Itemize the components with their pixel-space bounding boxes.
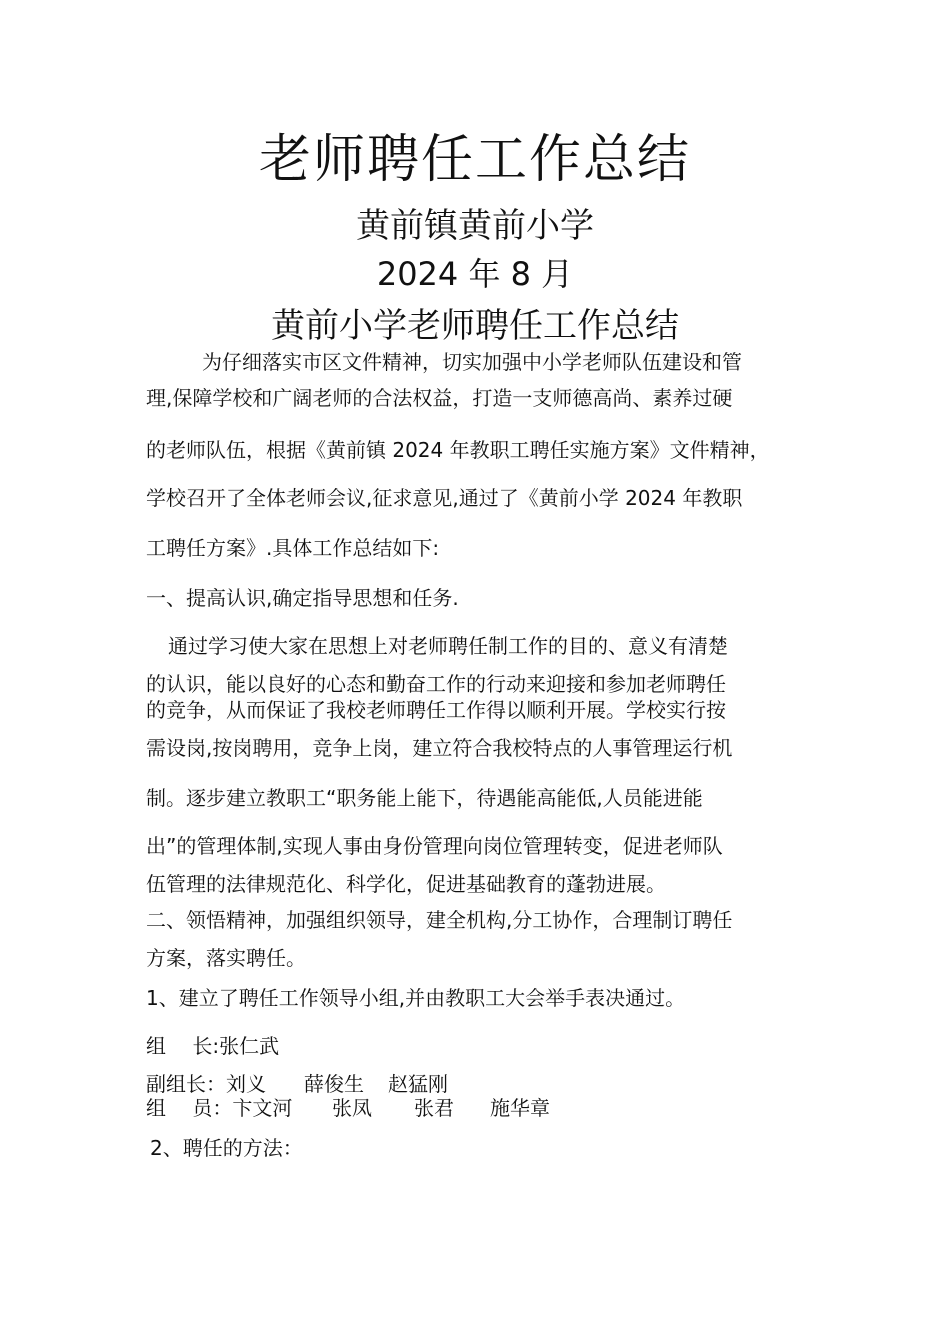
document-title: 老师聘任工作总结 [258, 130, 691, 190]
paragraph-line: 的认识，能以良好的心态和勤奋工作的行动来迎接和参加老师聘任 [146, 672, 726, 696]
paragraph-line: 的竞争，从而保证了我校老师聘任工作得以顺利开展。学校实行按 [146, 698, 726, 722]
group-deputy-label: 副组长：刘义 [146, 1072, 266, 1096]
group-member-label: 组 员：卞文河 [146, 1096, 293, 1120]
paragraph-line: 理,保障学校和广阔老师的合法权益，打造一支师德高尚、素养过硬 [146, 386, 733, 410]
paragraph-line: 方案，落实聘任。 [146, 946, 306, 970]
group-deputy-name: 赵猛刚 [388, 1072, 448, 1096]
group-leader: 组 长:张仁武 [146, 1034, 280, 1058]
document-subtitle: 黄前小学老师聘任工作总结 [271, 306, 679, 346]
document-date: 2024 年 8 月 [376, 255, 574, 293]
paragraph-line: 为仔细落实市区文件精神，切实加强中小学老师队伍建设和管 [202, 350, 742, 374]
paragraph-line: 的老师队伍，根据《黄前镇 2024 年教职工聘任实施方案》文件精神， [146, 438, 770, 462]
group-member-name: 张凤 [332, 1096, 372, 1120]
paragraph-line: 通过学习使大家在思想上对老师聘任制工作的目的、意义有清楚 [168, 634, 728, 658]
paragraph-line: 学校召开了全体老师会议,征求意见,通过了《黄前小学 2024 年教职 [146, 486, 743, 510]
school-name: 黄前镇黄前小学 [356, 206, 594, 246]
paragraph-line: 1、建立了聘任工作领导小组,并由教职工大会举手表决通过。 [146, 986, 686, 1010]
section-heading: 二、领悟精神，加强组织领导，建全机构,分工协作，合理制订聘任 [146, 908, 733, 932]
group-deputy-name: 薛俊生 [304, 1072, 364, 1096]
section-heading: 一、提高认识,确定指导思想和任务. [146, 586, 459, 610]
paragraph-line: 工聘任方案》.具体工作总结如下: [146, 536, 440, 560]
paragraph-line: 出”的管理体制,实现人事由身份管理向岗位管理转变，促进老师队 [146, 834, 723, 858]
paragraph-line: 制。逐步建立教职工“职务能上能下，待遇能高能低,人员能进能 [146, 786, 703, 810]
paragraph-line: 伍管理的法律规范化、科学化，促进基础教育的蓬勃进展。 [146, 872, 666, 896]
group-member-name: 施华章 [490, 1096, 550, 1120]
section-heading: 2、聘任的方法： [150, 1136, 303, 1160]
group-member-name: 张君 [414, 1096, 454, 1120]
paragraph-line: 需设岗,按岗聘用，竞争上岗，建立符合我校特点的人事管理运行机 [146, 736, 733, 760]
